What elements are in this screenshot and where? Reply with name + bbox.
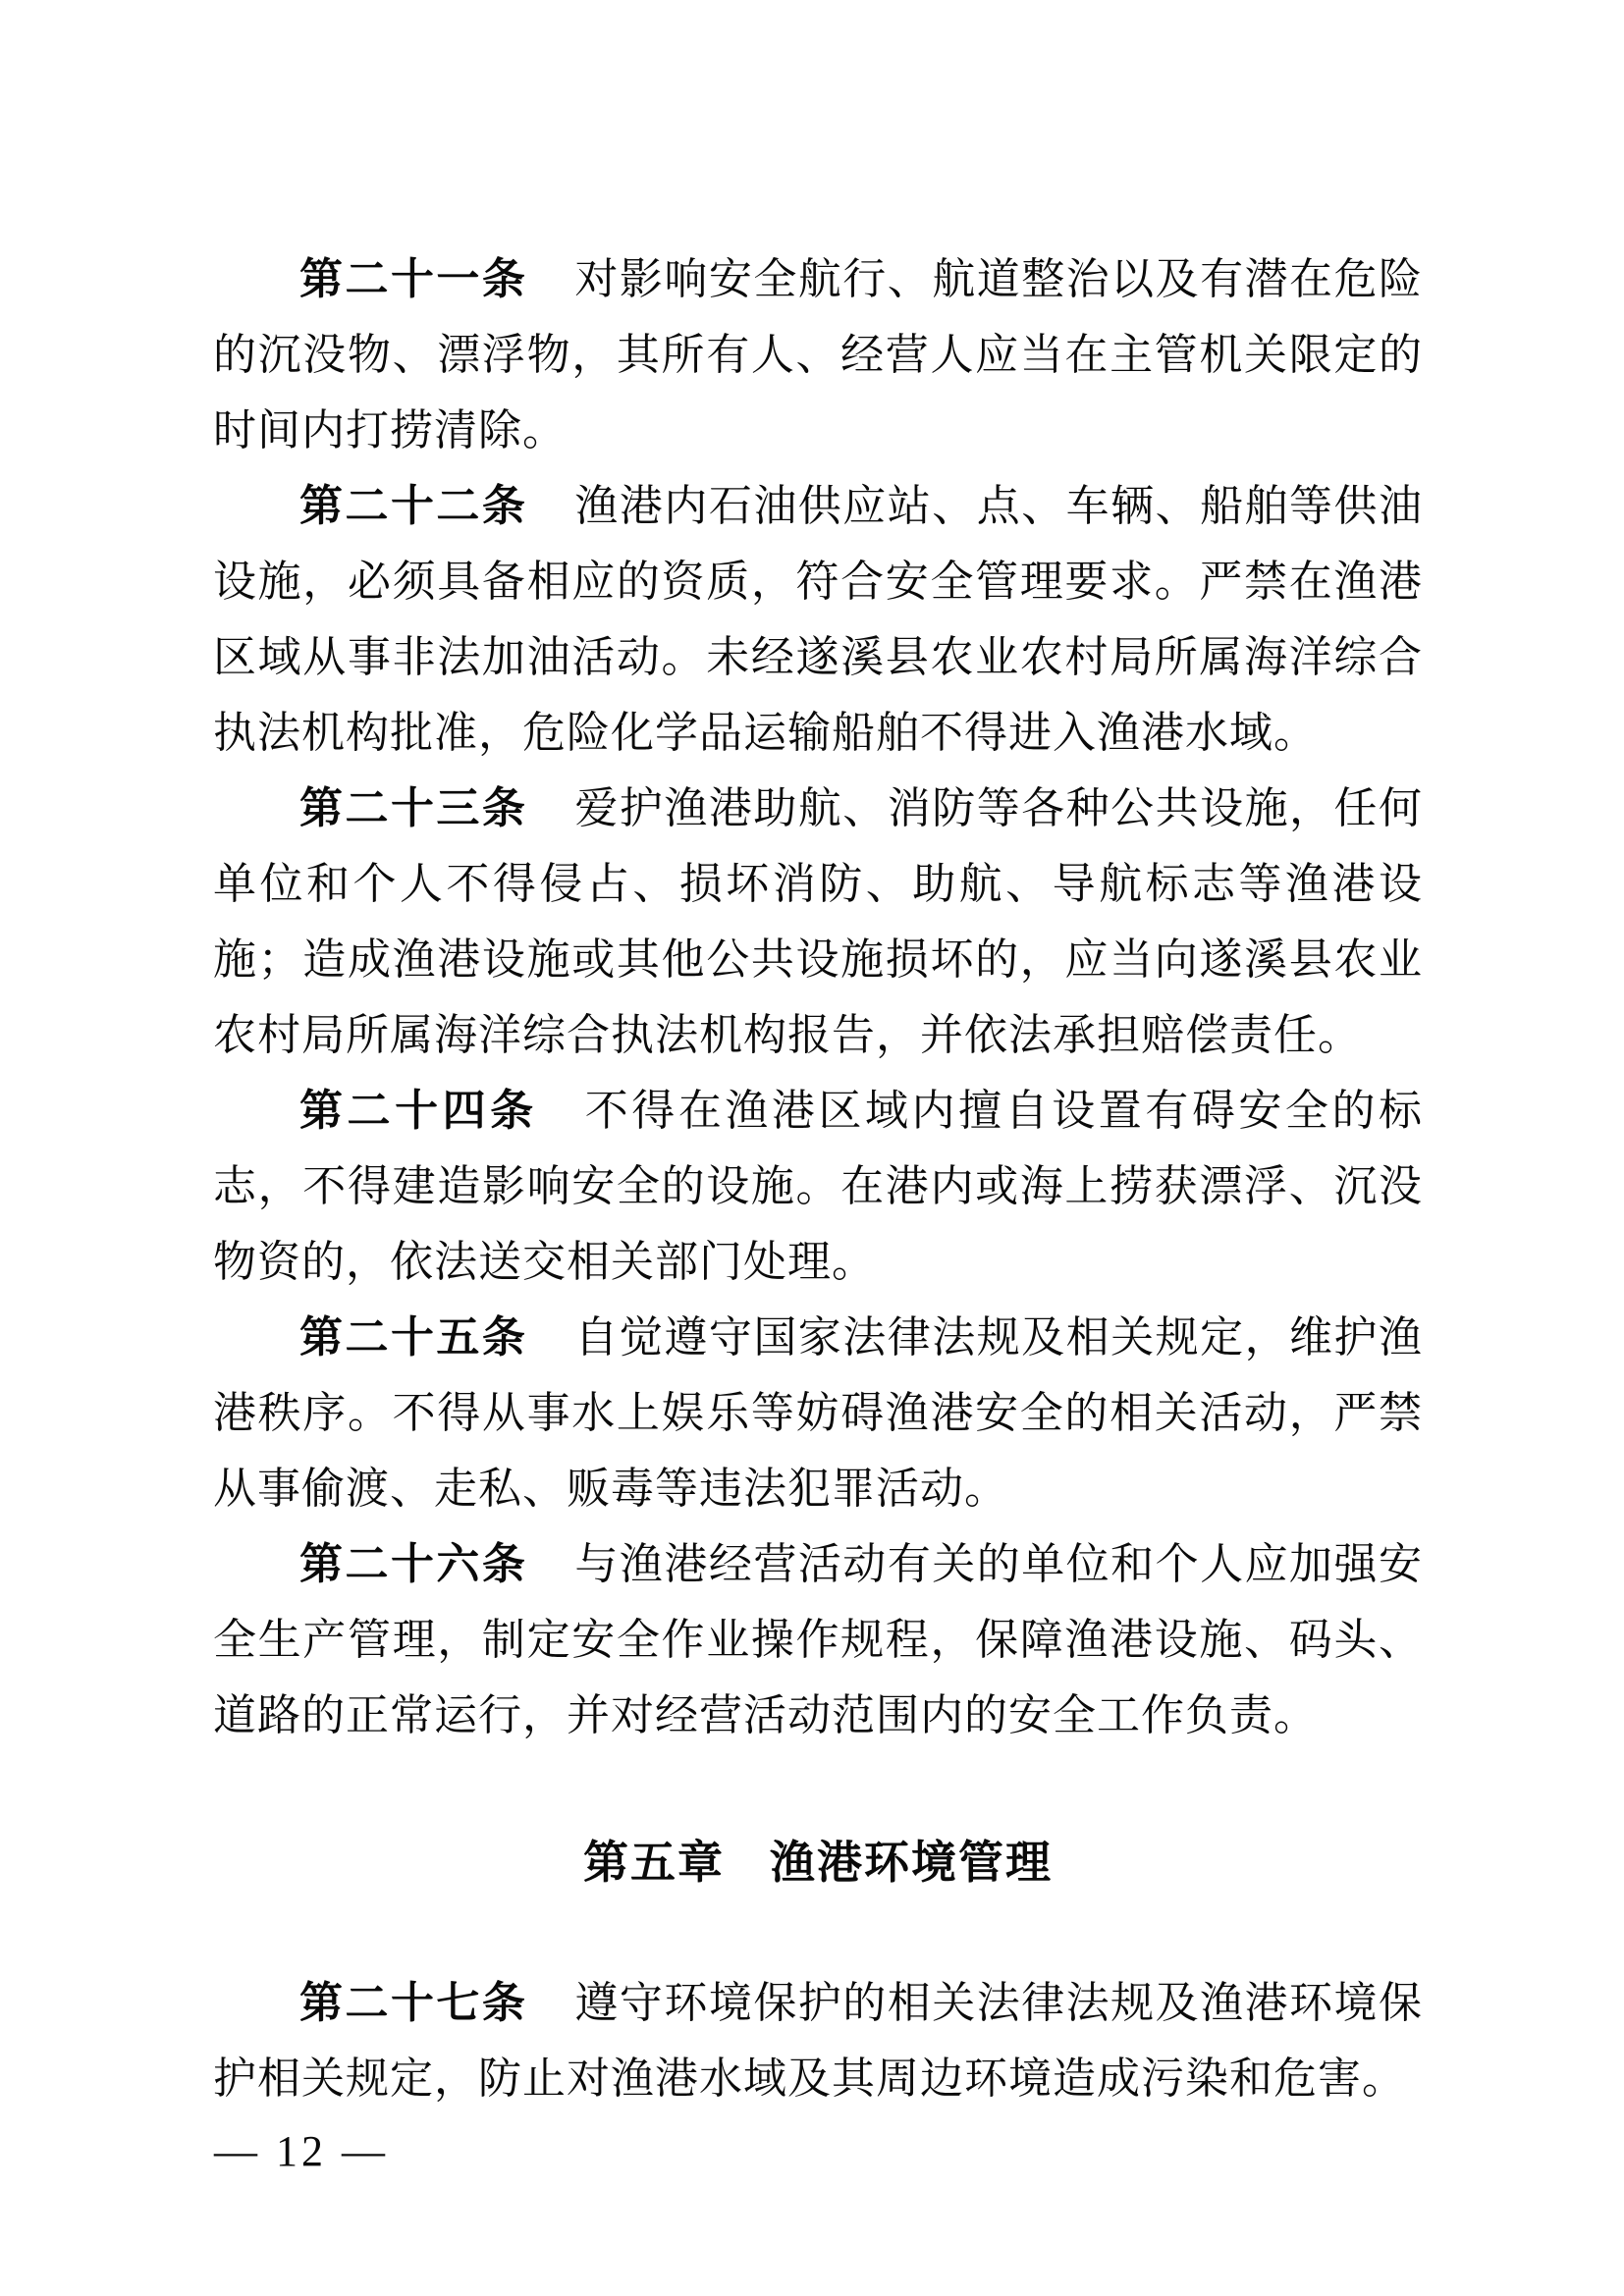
article-24-number: 第二十四条 xyxy=(299,1087,538,1135)
article-24-paragraph xyxy=(213,1073,1423,1300)
article-23-text: 爱护渔港助航、消防等各种公共设施，任何单位和个人不得侵占、损坏消防、助航、导航标志等渔港设施；造成渔港设施或其他公共设施损坏的，应当向遂溪县农业农村局所属海洋综合执法机构报告，并依法承担赔偿责任。 xyxy=(213,784,1424,1059)
article-21-text: 对影响安全航行、航道整治以及有潜在危险的沉没物、漂浮物，其所有人、经营人应当在主管机关限定的时间内打捞清除。 xyxy=(213,255,1424,454)
page-number: — 12 — xyxy=(214,2127,389,2175)
article-27-paragraph xyxy=(213,1965,1423,2116)
article-25-number: 第二十五条 xyxy=(299,1313,528,1362)
article-27-text: 遵守环境保护的相关法律法规及渔港环境保护相关规定，防止对渔港水域及其周边环境造成污染和危害。 xyxy=(213,1979,1424,2103)
article-26-paragraph xyxy=(213,1526,1423,1753)
chapter-5-heading xyxy=(213,1825,1423,1900)
article-25-text: 自觉遵守国家法律法规及相关规定，维护渔港秩序。不得从事水上娱乐等妨碍渔港安全的相关活动，严禁从事偷渡、走私、贩毒等违法犯罪活动。 xyxy=(213,1313,1424,1513)
article-21-number: 第二十一条 xyxy=(299,255,528,303)
chapter-title: 渔港环境管理 xyxy=(770,1837,1053,1888)
article-25-paragraph xyxy=(213,1300,1423,1526)
article-23-number: 第二十三条 xyxy=(299,784,528,832)
article-23-paragraph xyxy=(213,771,1423,1073)
chapter-number: 第五章 xyxy=(583,1837,725,1888)
document-body xyxy=(213,241,1423,2116)
article-21-paragraph xyxy=(213,241,1423,468)
article-22-text: 渔港内石油供应站、点、车辆、船舶等供油设施，必须具备相应的资质，符合安全管理要求。严禁在渔港区域从事非法加油活动。未经遂溪县农业农村局所属海洋综合执法机构批准，危险化学品运输船舶不得进入渔港水域。 xyxy=(213,482,1424,757)
article-24-text: 不得在渔港区域内擅自设置有碍安全的标志，不得建造影响安全的设施。在港内或海上捞获漂浮、沉没物资的，依法送交相关部门处理。 xyxy=(213,1087,1424,1286)
article-27-number: 第二十七条 xyxy=(299,1979,528,2027)
article-22-number: 第二十二条 xyxy=(299,482,528,530)
article-26-text: 与渔港经营活动有关的单位和个人应加强安全生产管理，制定安全作业操作规程，保障渔港设施、码头、道路的正常运行，并对经营活动范围内的安全工作负责。 xyxy=(213,1540,1424,1739)
article-26-number: 第二十六条 xyxy=(299,1540,528,1588)
article-22-paragraph xyxy=(213,468,1423,771)
